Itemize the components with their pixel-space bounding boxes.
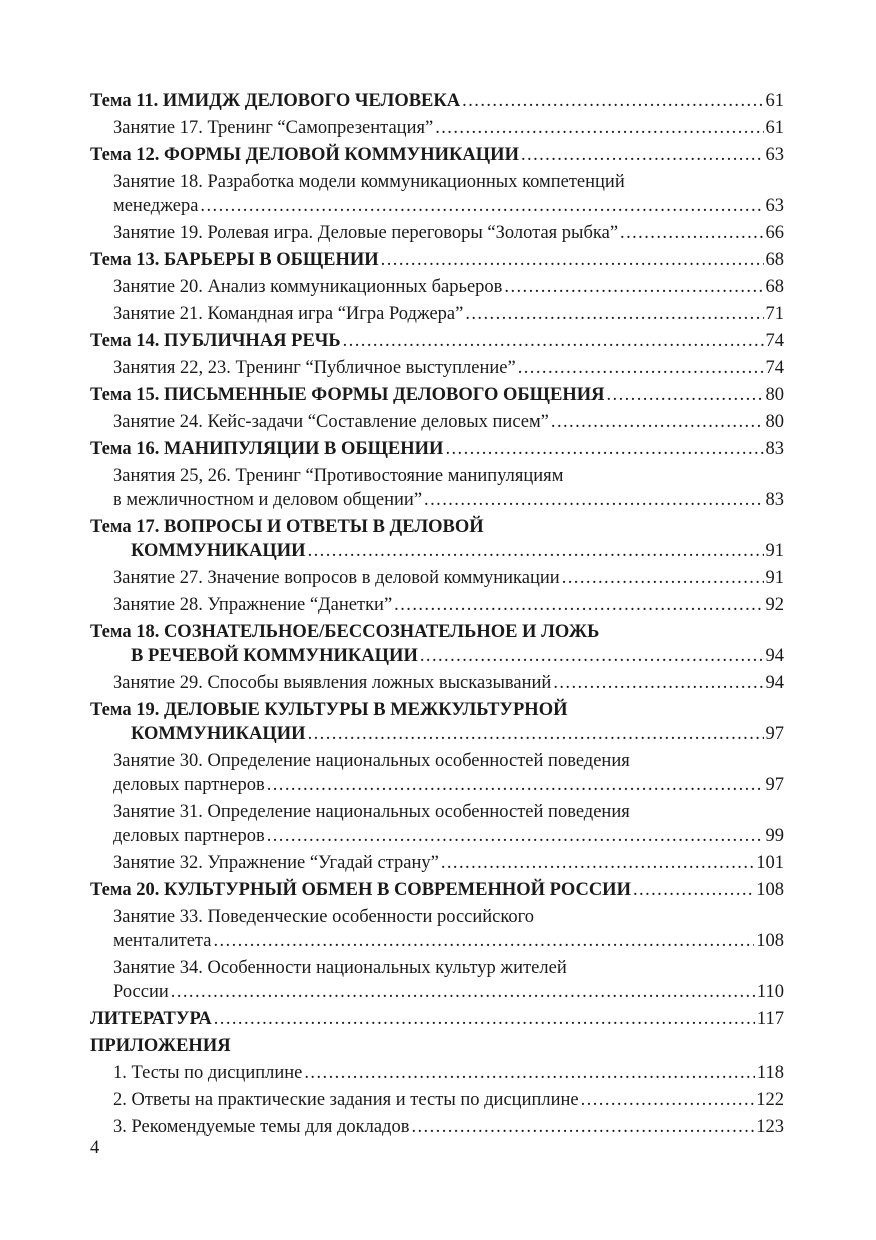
toc-page-number: 83 [765,439,784,459]
toc-subentry [90,356,784,380]
dot-leader [504,275,763,299]
toc-page-number: 80 [765,385,784,405]
toc-subentry [90,671,784,695]
dot-leader [304,1061,755,1085]
toc-entry-title: 3. Рекомендуемые темы для докладов [113,1117,410,1137]
toc-entry-title: Занятие 34. Особенности национальных культур жителей [113,958,567,978]
toc-subentry [90,275,784,299]
toc-entry-title: ПРИЛОЖЕНИЯ [90,1036,231,1056]
toc-entry-title: Тема 11. ИМИДЖ ДЕЛОВОГО ЧЕЛОВЕКА [90,91,461,111]
toc-entry-title: В РЕЧЕВОЙ КОММУНИКАЦИИ [131,646,418,666]
dot-leader [424,488,763,512]
toc-entry-title: Занятие 17. Тренинг “Самопрезентация” [113,118,434,138]
page-number: 4 [90,1138,100,1158]
dot-leader [620,221,763,245]
toc-page-number: 122 [756,1090,784,1110]
toc-entry-title: КОММУНИКАЦИИ [131,541,306,561]
dot-leader [465,302,763,326]
toc-entry-title: Тема 16. МАНИПУЛЯЦИИ В ОБЩЕНИИ [90,439,444,459]
toc-entry-title: Тема 18. СОЗНАТЕЛЬНОЕ/БЕССОЗНАТЕЛЬНОЕ И ЛОЖЬ [90,622,600,642]
toc-entry [90,515,784,563]
toc-page-number: 74 [765,358,784,378]
toc-entry [90,89,784,113]
toc-subentry [90,956,784,1004]
toc-entry-title: Занятие 28. Упражнение “Данетки” [113,595,393,615]
toc-entry-title: в межличностном и деловом общении” [113,490,423,510]
toc-entry [90,1034,784,1058]
toc-page-number: 63 [765,196,784,216]
dot-leader [411,1115,754,1139]
toc-page-number: 117 [756,1009,784,1029]
toc-entry-title: Занятие 31. Определение национальных особенностей поведения [113,802,630,822]
toc-page-number: 71 [765,304,784,324]
toc-page-number: 94 [765,673,784,693]
toc-entry-title: Занятия 25, 26. Тренинг “Противостояние манипуляциям [113,466,564,486]
toc-entry-title: Тема 14. ПУБЛИЧНАЯ РЕЧЬ [90,331,341,351]
dot-leader [343,329,764,353]
toc-page-number: 61 [765,118,784,138]
toc-subentry [90,566,784,590]
dot-leader [267,824,764,848]
toc-subentry [90,464,784,512]
toc-page-number: 68 [765,250,784,270]
toc-page-number: 61 [765,91,784,111]
toc-entry-title: Занятия 22, 23. Тренинг “Публичное выступление” [113,358,516,378]
toc-page-number: 92 [765,595,784,615]
toc-entry-title: Занятие 19. Ролевая игра. Деловые переговоры “Золотая рыбка” [113,223,619,243]
toc-entry [90,248,784,272]
toc-page-number: 66 [765,223,784,243]
toc-page-number: 123 [756,1117,784,1137]
dot-leader [200,194,763,218]
toc-page-number: 63 [765,145,784,165]
toc-subentry [90,800,784,848]
dot-leader [445,437,763,461]
toc-page-number: 118 [756,1063,784,1083]
toc-page-number: 94 [765,646,784,666]
toc-entry-title: Занятие 29. Способы выявления ложных высказываний [113,673,552,693]
dot-leader [633,878,754,902]
toc-entry-title: деловых партнеров [113,826,265,846]
dot-leader [518,356,764,380]
toc-page-number: 91 [765,541,784,561]
toc-entry-title: Занятие 24. Кейс-задачи “Составление деловых писем” [113,412,549,432]
toc-entry-title: менеджера [113,196,199,216]
toc-page-number: 97 [765,724,784,744]
dot-leader [441,851,754,875]
toc-entry [90,143,784,167]
toc-entry-title: ЛИТЕРАТУРА [90,1009,212,1029]
toc-entry [90,383,784,407]
toc-entry-title: Занятие 30. Определение национальных особенностей поведения [113,751,630,771]
dot-leader [267,773,764,797]
toc-page-number: 74 [765,331,784,351]
dot-leader [562,566,764,590]
dot-leader [435,116,763,140]
toc-subentry [90,905,784,953]
toc-entry-title: Занятие 20. Анализ коммуникационных барьеров [113,277,503,297]
toc-page-number: 91 [765,568,784,588]
toc-subentry [90,302,784,326]
dot-leader [462,89,763,113]
toc-entry [90,620,784,668]
toc-entry-title: России [113,982,169,1002]
toc-page-number: 97 [765,775,784,795]
toc-entry-title: КОММУНИКАЦИИ [131,724,306,744]
toc-entry [90,329,784,353]
toc-subentry [90,1115,784,1139]
toc-entry [90,437,784,461]
toc-page-number: 83 [765,490,784,510]
toc-subentry [90,410,784,434]
toc-page-number: 80 [765,412,784,432]
toc-page-number: 108 [756,880,784,900]
toc-page-number: 108 [756,931,784,951]
toc-page-number: 101 [756,853,784,873]
toc-subentry [90,221,784,245]
toc-page-number: 68 [765,277,784,297]
dot-leader [521,143,764,167]
toc-entry-title: Занятие 32. Упражнение “Угадай страну” [113,853,439,873]
toc-subentry [90,170,784,218]
toc-entry-title: деловых партнеров [113,775,265,795]
toc-entry-title: Занятие 21. Командная игра “Игра Роджера” [113,304,464,324]
toc-entry-title: Занятие 18. Разработка модели коммуникационных компетенций [113,172,625,192]
dot-leader [551,410,764,434]
toc-subentry [90,1061,784,1085]
toc-subentry [90,749,784,797]
toc-page-number: 110 [756,982,784,1002]
dot-leader [394,593,763,617]
toc-entry-title: 2. Ответы на практические задания и тесты по дисциплине [113,1090,579,1110]
dot-leader [213,929,754,953]
dot-leader [171,980,755,1004]
dot-leader [381,248,764,272]
toc-subentry [90,851,784,875]
dot-leader [308,539,764,563]
toc-page-number: 99 [765,826,784,846]
toc-entry-title: Занятие 33. Поведенческие особенности российского [113,907,535,927]
toc-entry [90,698,784,746]
dot-leader [581,1088,755,1112]
table-of-contents [90,89,784,1139]
toc-subentry [90,116,784,140]
toc-entry [90,878,784,902]
toc-subentry [90,593,784,617]
toc-entry-title: 1. Тесты по дисциплине [113,1063,303,1083]
toc-entry-title: Тема 19. ДЕЛОВЫЕ КУЛЬТУРЫ В МЕЖКУЛЬТУРНОЙ [90,700,568,720]
toc-entry-title: менталитета [113,931,212,951]
toc-entry-title: Тема 15. ПИСЬМЕННЫЕ ФОРМЫ ДЕЛОВОГО ОБЩЕНИЯ [90,385,605,405]
toc-entry-title: Тема 13. БАРЬЕРЫ В ОБЩЕНИИ [90,250,379,270]
toc-entry-title: Тема 17. ВОПРОСЫ И ОТВЕТЫ В ДЕЛОВОЙ [90,517,484,537]
toc-entry-title: Занятие 27. Значение вопросов в деловой коммуникации [113,568,560,588]
dot-leader [606,383,763,407]
dot-leader [214,1007,755,1031]
toc-entry [90,1007,784,1031]
dot-leader [553,671,763,695]
toc-entry-title: Тема 20. КУЛЬТУРНЫЙ ОБМЕН В СОВРЕМЕННОЙ РОССИИ [90,880,631,900]
toc-subentry [90,1088,784,1112]
dot-leader [308,722,764,746]
dot-leader [420,644,764,668]
toc-entry-title: Тема 12. ФОРМЫ ДЕЛОВОЙ КОММУНИКАЦИИ [90,145,519,165]
